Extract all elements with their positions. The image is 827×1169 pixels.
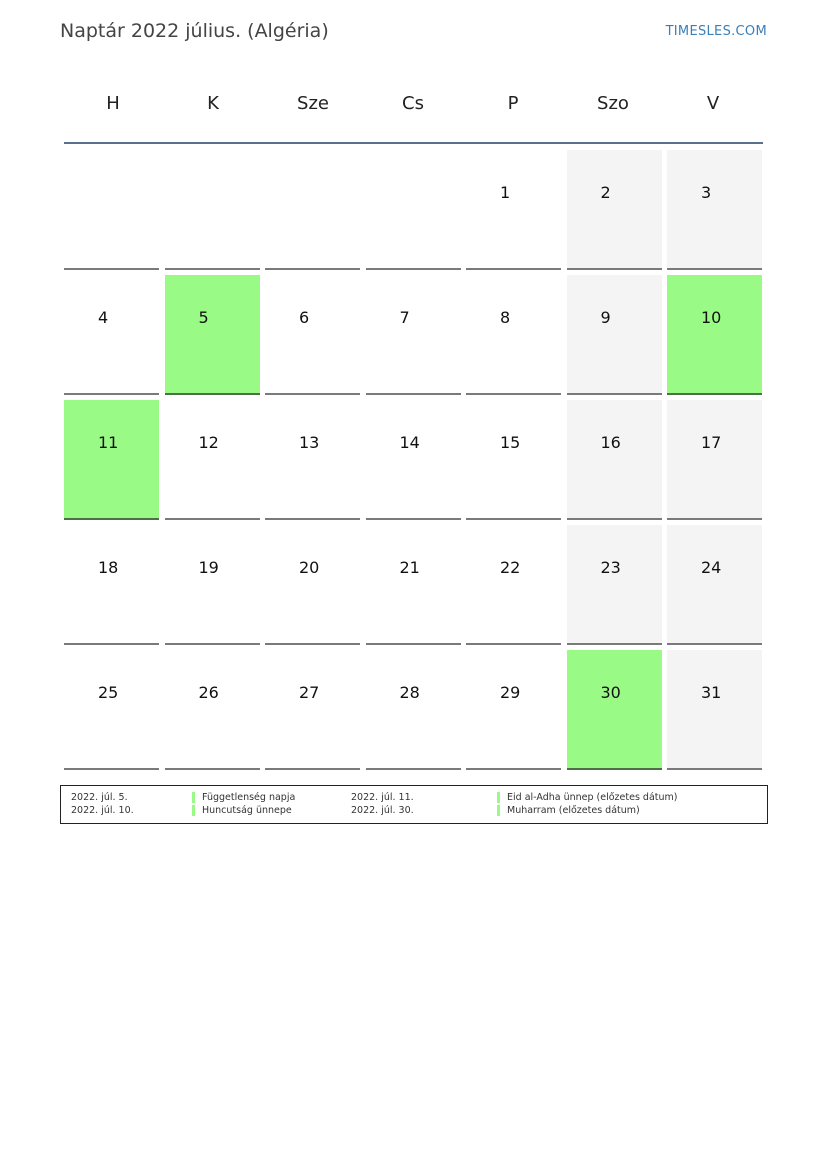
day-number: 16 <box>600 433 621 452</box>
calendar-week-row <box>64 275 764 400</box>
day-number: 3 <box>701 183 712 202</box>
day-number: 30 <box>600 683 621 702</box>
day-cell <box>466 150 561 270</box>
legend-holiday-name: Eid al-Adha ünnep (előzetes dátum) <box>497 792 678 803</box>
day-cell <box>466 525 561 645</box>
legend-holiday-name: Függetlenség napja <box>192 792 295 803</box>
weekday-header <box>63 80 763 128</box>
day-cell <box>366 525 461 645</box>
day-cell <box>64 275 159 395</box>
day-number: 17 <box>701 433 722 452</box>
empty-day-cell <box>64 150 159 270</box>
day-cell <box>667 525 762 645</box>
day-cell <box>667 150 762 270</box>
day-number: 1 <box>500 183 511 202</box>
day-number: 11 <box>98 433 119 452</box>
brand-link[interactable]: TIMESLES.COM <box>665 24 767 39</box>
holiday-legend <box>60 785 768 824</box>
day-cell <box>265 525 360 645</box>
empty-day-cell <box>265 150 360 270</box>
weekday-label: V <box>706 93 720 114</box>
day-number: 4 <box>98 308 109 327</box>
day-number: 8 <box>500 308 511 327</box>
day-number: 15 <box>500 433 521 452</box>
calendar-week-row <box>64 525 764 650</box>
header-divider <box>64 142 763 144</box>
day-cell <box>667 400 762 520</box>
day-cell <box>265 400 360 520</box>
day-cell <box>265 275 360 395</box>
day-number: 22 <box>500 558 521 577</box>
day-number: 6 <box>299 308 310 327</box>
calendar-week-row <box>64 150 764 275</box>
page-title: Naptár 2022 július. (Algéria) <box>60 20 329 42</box>
day-cell <box>366 275 461 395</box>
legend-holiday-name: Muharram (előzetes dátum) <box>497 805 640 816</box>
day-number: 31 <box>701 683 722 702</box>
day-cell <box>265 650 360 770</box>
day-cell <box>567 525 662 645</box>
day-number: 27 <box>299 683 320 702</box>
day-cell <box>366 400 461 520</box>
day-number: 24 <box>701 558 722 577</box>
legend-holiday-name: Huncutság ünnepe <box>192 805 292 816</box>
weekday-label: Sze <box>297 93 329 114</box>
weekday-label: H <box>106 93 120 114</box>
day-number: 19 <box>198 558 219 577</box>
day-cell <box>667 650 762 770</box>
day-number: 13 <box>299 433 320 452</box>
day-number: 9 <box>600 308 611 327</box>
day-cell <box>64 525 159 645</box>
day-cell <box>567 400 662 520</box>
empty-day-cell <box>165 150 260 270</box>
day-number: 12 <box>198 433 219 452</box>
day-number: 21 <box>399 558 420 577</box>
empty-day-cell <box>366 150 461 270</box>
calendar-week-row <box>64 650 764 775</box>
day-number: 29 <box>500 683 521 702</box>
day-cell <box>165 525 260 645</box>
day-number: 2 <box>600 183 611 202</box>
day-number: 10 <box>701 308 722 327</box>
day-cell <box>366 650 461 770</box>
day-cell <box>567 150 662 270</box>
day-cell <box>466 400 561 520</box>
day-cell <box>64 400 159 520</box>
day-cell <box>667 275 762 395</box>
day-cell <box>165 400 260 520</box>
day-number: 7 <box>399 308 410 327</box>
day-cell <box>567 275 662 395</box>
calendar-week-row <box>64 400 764 525</box>
weekday-label: K <box>207 93 219 114</box>
legend-date: 2022. júl. 11. <box>351 792 414 803</box>
day-cell <box>64 650 159 770</box>
day-number: 20 <box>299 558 320 577</box>
day-number: 18 <box>98 558 119 577</box>
day-number: 23 <box>600 558 621 577</box>
legend-date: 2022. júl. 5. <box>71 792 128 803</box>
day-number: 14 <box>399 433 420 452</box>
day-cell <box>466 275 561 395</box>
day-cell <box>165 275 260 395</box>
weekday-label: P <box>507 93 519 114</box>
legend-date: 2022. júl. 10. <box>71 805 134 816</box>
weekday-label: Szo <box>597 93 629 114</box>
day-cell <box>567 650 662 770</box>
day-number: 28 <box>399 683 420 702</box>
legend-date: 2022. júl. 30. <box>351 805 414 816</box>
day-number: 26 <box>198 683 219 702</box>
day-cell <box>466 650 561 770</box>
calendar-grid <box>64 150 764 775</box>
day-number: 5 <box>198 308 209 327</box>
day-number: 25 <box>98 683 119 702</box>
weekday-label: Cs <box>402 93 424 114</box>
day-cell <box>165 650 260 770</box>
